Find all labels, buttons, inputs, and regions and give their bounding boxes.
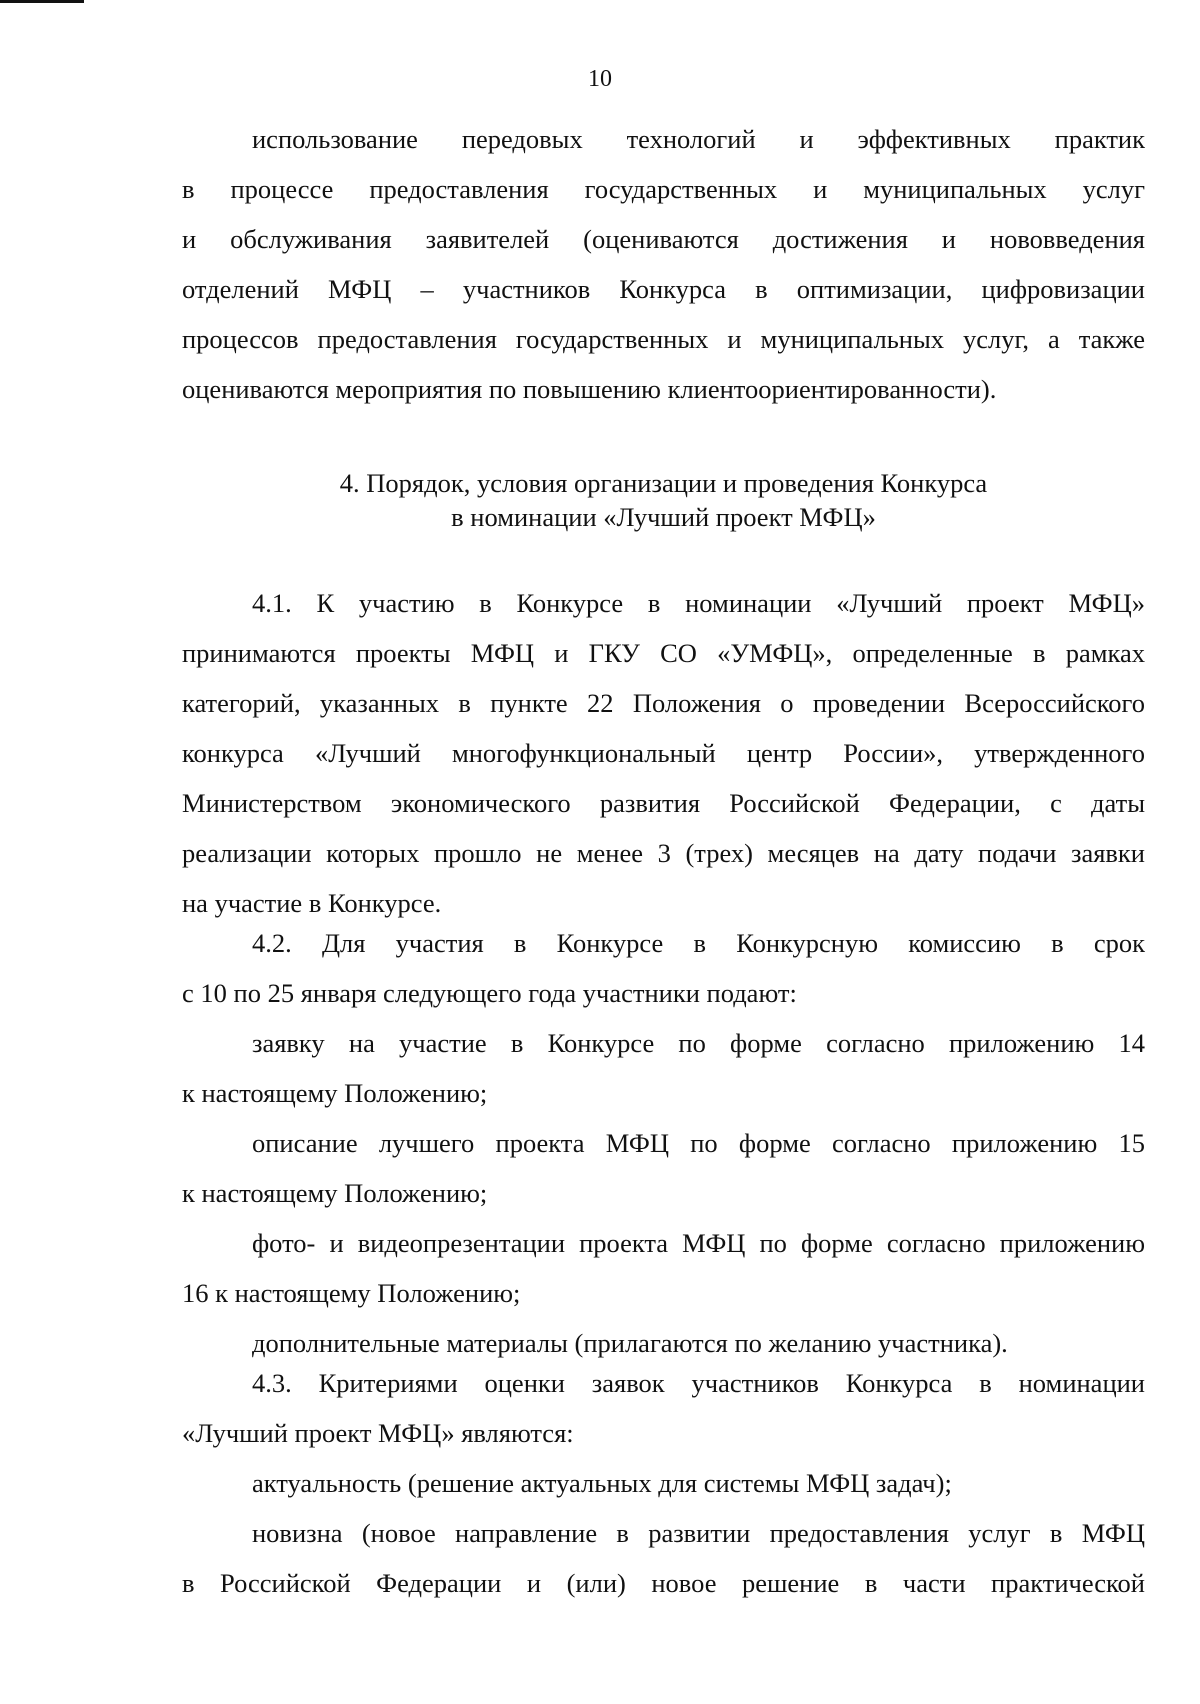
text-line: процессов предоставления государственных и муниципальных услуг, а также — [182, 324, 1145, 354]
text-line: и обслуживания заявителей (оцениваются достижения и нововведения — [182, 224, 1145, 254]
section-heading — [182, 466, 1145, 534]
criteria-line: новизна (новое направление в развитии предоставления услуг в МФЦ — [252, 1518, 1145, 1548]
scan-corner-mark — [0, 0, 84, 3]
intro-paragraph — [182, 114, 1145, 414]
criteria-line: в Российской Федерации и (или) новое решение в части практической — [182, 1568, 1145, 1598]
list-item-line: дополнительные материалы (прилагаются по желанию участника). — [252, 1328, 1008, 1358]
text-line: «Лучший проект МФЦ» являются: — [182, 1418, 574, 1448]
text-line: реализации которых прошло не менее 3 (трех) месяцев на дату подачи заявки — [182, 838, 1145, 868]
paragraph-4-3 — [182, 1358, 1145, 1608]
list-item-line: к настоящему Положению; — [182, 1078, 488, 1108]
section-heading-line: в номинации «Лучший проект МФЦ» — [451, 502, 876, 532]
list-item-line: к настоящему Положению; — [182, 1178, 488, 1208]
text-line: 4.2. Для участия в Конкурсе в Конкурсную комиссию в срок — [252, 928, 1145, 958]
text-line: принимаются проекты МФЦ и ГКУ СО «УМФЦ», определенные в рамках — [182, 638, 1145, 668]
section-heading-line: 4. Порядок, условия организации и проведения Конкурса — [339, 468, 988, 498]
text-line: использование передовых технологий и эффективных практик — [252, 124, 1145, 154]
list-item-line: 16 к настоящему Положению; — [182, 1278, 521, 1308]
list-item-line: фото- и видеопрезентации проекта МФЦ по форме согласно приложению — [252, 1228, 1145, 1258]
text-line: в процессе предоставления государственных и муниципальных услуг — [182, 174, 1145, 204]
paragraph-4-1 — [182, 578, 1145, 928]
list-item-line: описание лучшего проекта МФЦ по форме согласно приложению 15 — [252, 1128, 1145, 1158]
text-line: категорий, указанных в пункте 22 Положения о проведении Всероссийского — [182, 688, 1145, 718]
text-line: на участие в Конкурсе. — [182, 888, 442, 918]
list-item-line: заявку на участие в Конкурсе по форме согласно приложению 14 — [252, 1028, 1145, 1058]
criteria-line: актуальность (решение актуальных для системы МФЦ задач); — [252, 1468, 952, 1498]
text-line: Министерством экономического развития Российской Федерации, с даты — [182, 788, 1145, 818]
text-line: оцениваются мероприятия по повышению клиентоориентированности). — [182, 374, 997, 404]
text-line: отделений МФЦ – участников Конкурса в оптимизации, цифровизации — [182, 274, 1145, 304]
page-number: 10 — [588, 66, 612, 92]
text-line: 4.1. К участию в Конкурсе в номинации «Лучший проект МФЦ» — [252, 588, 1145, 618]
paragraph-4-2 — [182, 918, 1145, 1368]
text-line: конкурса «Лучший многофункциональный центр России», утвержденного — [182, 738, 1145, 768]
text-line: с 10 по 25 января следующего года участники подают: — [182, 978, 797, 1008]
text-line: 4.3. Критериями оценки заявок участников Конкурса в номинации — [252, 1368, 1145, 1398]
